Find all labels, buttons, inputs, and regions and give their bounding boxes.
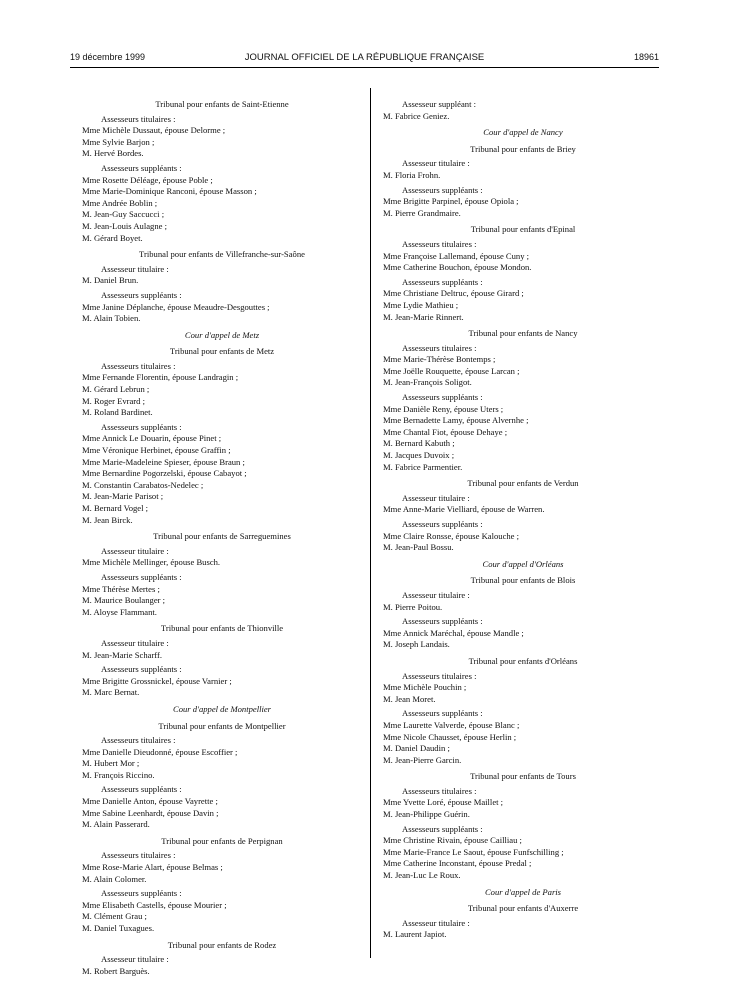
page-header bbox=[70, 52, 659, 66]
assessor-entry: M. Jean-Guy Saccucci ; bbox=[82, 209, 165, 220]
tribunal-heading: Tribunal pour enfants d'Epinal bbox=[470, 224, 576, 235]
assessor-entry: Mme Véronique Herbinet, épouse Graffin ; bbox=[82, 445, 231, 456]
assessor-entry: M. Jean-Paul Bossu. bbox=[383, 542, 454, 553]
assessor-entry: M. Alain Passerard. bbox=[82, 819, 150, 830]
cour-heading: Cour d'appel de Paris bbox=[484, 886, 562, 897]
assessor-entry: M. Fabrice Parmentier. bbox=[383, 461, 463, 472]
assessor-subheading: Assesseur titulaire : bbox=[101, 637, 169, 648]
assessor-entry: M. Aloyse Flammant. bbox=[82, 606, 157, 617]
tribunal-heading: Tribunal pour enfants de Montpellier bbox=[158, 720, 286, 731]
assessor-entry: M. Jean-Pierre Garcin. bbox=[383, 754, 462, 765]
assessor-entry: Mme Michèle Dussaut, épouse Delorme ; bbox=[82, 125, 226, 136]
assessor-entry: M. Fabrice Geniez. bbox=[383, 110, 450, 121]
assessor-entry: M. Robert Barguès. bbox=[82, 965, 150, 976]
left-column bbox=[82, 99, 362, 977]
column-separator bbox=[370, 88, 371, 958]
assessor-subheading: Assesseurs suppléants : bbox=[402, 276, 483, 287]
assessor-entry: M. Jean-François Soligot. bbox=[383, 377, 472, 388]
assessor-entry: M. Jean-Philippe Guérin. bbox=[383, 809, 470, 820]
tribunal-heading: Tribunal pour enfants de Rodez bbox=[167, 939, 277, 950]
assessor-entry: Mme Marie-Thérèse Bontemps ; bbox=[383, 354, 496, 365]
assessor-entry: Mme Anne-Marie Vielliard, épouse de Warren. bbox=[383, 504, 545, 515]
right-column bbox=[383, 99, 663, 941]
assessor-subheading: Assesseurs suppléants : bbox=[101, 784, 182, 795]
assessor-entry: Mme Sabine Leenhardt, épouse Davin ; bbox=[82, 807, 219, 818]
assessor-entry: Mme Rosette Déléage, épouse Poble ; bbox=[82, 174, 213, 185]
assessor-subheading: Assesseurs titulaires : bbox=[402, 238, 477, 249]
assessor-entry: Mme Yvette Loré, épouse Maillet ; bbox=[383, 797, 504, 808]
assessor-entry: M. Jean-Louis Aulagne ; bbox=[82, 220, 167, 231]
assessor-subheading: Assesseurs suppléants : bbox=[101, 664, 182, 675]
assessor-entry: Mme Laurette Valverde, épouse Blanc ; bbox=[383, 719, 520, 730]
assessor-entry: Mme Marie-France Le Saout, épouse Funfschilling ; bbox=[383, 846, 564, 857]
assessor-entry: M. Daniel Daudin ; bbox=[383, 743, 450, 754]
assessor-subheading: Assesseurs titulaires : bbox=[402, 670, 477, 681]
assessor-entry: M. Laurent Japiot. bbox=[383, 929, 447, 940]
tribunal-heading: Tribunal pour enfants de Verdun bbox=[467, 478, 579, 489]
assessor-entry: Mme Marie-Dominique Ranconi, épouse Masson ; bbox=[82, 186, 257, 197]
assessor-subheading: Assesseurs suppléants : bbox=[402, 392, 483, 403]
journal-title: JOURNAL OFFICIEL DE LA RÉPUBLIQUE FRANÇAISE bbox=[244, 52, 485, 63]
assessor-entry: Mme Lydie Mathieu ; bbox=[383, 299, 459, 310]
assessor-entry: M. Alain Tobien. bbox=[82, 313, 141, 324]
assessor-entry: M. Maurice Boulanger ; bbox=[82, 595, 166, 606]
assessor-entry: Mme Danièle Reny, épouse Uters ; bbox=[383, 403, 504, 414]
assessor-entry: Mme Michèle Mellinger, épouse Busch. bbox=[82, 557, 221, 568]
assessor-subheading: Assesseurs suppléants : bbox=[402, 519, 483, 529]
cour-heading: Cour d'appel de Nancy bbox=[483, 127, 563, 138]
assessor-entry: M. Daniel Tuxagues. bbox=[82, 923, 155, 933]
assessor-subheading: Assesseur titulaire : bbox=[402, 492, 470, 503]
assessor-entry: M. François Riccino. bbox=[82, 769, 155, 780]
assessor-subheading: Assesseurs suppléants : bbox=[101, 888, 182, 899]
assessor-entry: Mme Annick Maréchal, épouse Mandle ; bbox=[383, 627, 524, 638]
assessor-entry: M. Pierre Poitou. bbox=[383, 601, 443, 612]
assessor-entry: Mme Thérèse Mertes ; bbox=[82, 583, 160, 594]
assessor-subheading: Assesseurs titulaires : bbox=[402, 342, 477, 353]
assessor-subheading: Assesseurs suppléants : bbox=[402, 708, 483, 719]
header-date: 19 décembre 1999 bbox=[70, 52, 146, 62]
assessor-entry: Mme Claire Ronsse, épouse Kalouche ; bbox=[383, 530, 520, 541]
tribunal-heading: Tribunal pour enfants de Tours bbox=[470, 771, 576, 782]
header-rule bbox=[70, 67, 659, 68]
assessor-entry: M. Clément Grau ; bbox=[82, 911, 147, 922]
tribunal-heading: Tribunal pour enfants de Nancy bbox=[468, 328, 578, 339]
assessor-entry: Mme Bernadette Lamy, épouse Alvernhe ; bbox=[383, 415, 529, 426]
assessor-entry: Mme Michèle Pouchin ; bbox=[383, 682, 467, 693]
assessor-entry: Mme Elisabeth Castells, épouse Mourier ; bbox=[82, 899, 227, 910]
assessor-subheading: Assesseurs suppléants : bbox=[402, 184, 483, 195]
assessor-entry: Mme Fernande Florentin, épouse Landragin ; bbox=[82, 372, 239, 383]
assessor-subheading: Assesseurs suppléants : bbox=[101, 162, 182, 173]
assessor-subheading: Assesseur titulaire : bbox=[101, 954, 169, 965]
assessor-entry: Mme Rose-Marie Alart, épouse Belmas ; bbox=[82, 862, 223, 873]
assessor-entry: Mme Janine Déplanche, épouse Meaudre-Desgouttes ; bbox=[82, 301, 270, 312]
cour-heading: Cour d'appel d'Orléans bbox=[482, 558, 564, 569]
assessor-entry: Mme Nicole Chausset, épouse Herlin ; bbox=[383, 731, 517, 742]
assessor-entry: M. Constantin Carabatos-Nedelec ; bbox=[82, 479, 204, 490]
assessor-subheading: Assesseurs titulaires : bbox=[101, 850, 176, 861]
assessor-entry: Mme Annick Le Douarin, épouse Pinet ; bbox=[82, 433, 222, 444]
assessor-entry: Mme Joëlle Rouquette, épouse Larcan ; bbox=[383, 365, 520, 376]
assessor-entry: Mme Christiane Deltruc, épouse Girard ; bbox=[383, 288, 524, 299]
assessor-entry: M. Bernard Kabuth ; bbox=[383, 438, 455, 449]
page-number: 18961 bbox=[633, 52, 659, 62]
assessor-entry: Mme Marie-Madeleine Spieser, épouse Braun ; bbox=[82, 456, 245, 467]
tribunal-heading: Tribunal pour enfants de Sarreguemines bbox=[153, 531, 291, 542]
assessor-entry: M. Jean Moret. bbox=[383, 693, 436, 704]
assessor-entry: M. Daniel Brun. bbox=[82, 275, 139, 286]
assessor-entry: Mme Catherine Bouchon, épouse Mondon. bbox=[383, 262, 532, 273]
tribunal-heading: Tribunal pour enfants de Briey bbox=[470, 143, 576, 154]
assessor-entry: M. Joseph Landais. bbox=[383, 639, 450, 650]
assessor-subheading: Assesseurs suppléants : bbox=[101, 571, 182, 582]
assessor-entry: Mme Danielle Anton, épouse Vayrette ; bbox=[82, 796, 218, 807]
assessor-entry: M. Hervé Bordes. bbox=[82, 148, 144, 159]
tribunal-heading: Tribunal pour enfants d'Auxerre bbox=[467, 903, 579, 914]
tribunal-heading: Tribunal pour enfants de Blois bbox=[470, 575, 576, 586]
cour-heading: Cour d'appel de Metz bbox=[184, 329, 260, 340]
assessor-entry: M. Roland Bardinet. bbox=[82, 407, 153, 418]
assessor-entry: Mme Bernardine Pogorzelski, épouse Cabayot ; bbox=[82, 468, 247, 479]
assessor-entry: M. Marc Bernat. bbox=[82, 687, 140, 698]
assessor-subheading: Assesseur suppléant : bbox=[402, 99, 476, 109]
assessor-subheading: Assesseur titulaire : bbox=[402, 158, 470, 169]
assessor-subheading: Assesseurs titulaires : bbox=[101, 735, 176, 746]
assessor-entry: Mme Brigitte Parpinel, épouse Opiola ; bbox=[383, 196, 519, 207]
tribunal-heading: Tribunal pour enfants de Villefranche-sur-Saône bbox=[139, 249, 305, 260]
cour-heading: Cour d'appel de Montpellier bbox=[172, 703, 272, 714]
assessor-entry: M. Jean-Luc Le Roux. bbox=[383, 870, 461, 881]
assessor-subheading: Assesseurs suppléants : bbox=[402, 616, 483, 627]
assessor-entry: M. Jean-Marie Rinnert. bbox=[383, 311, 464, 322]
assessor-subheading: Assesseur titulaire : bbox=[101, 545, 169, 556]
tribunal-heading: Tribunal pour enfants de Thionville bbox=[160, 623, 284, 634]
assessor-entry: M. Floria Frohn. bbox=[383, 169, 441, 180]
assessor-entry: M. Gérard Lebrun ; bbox=[82, 384, 150, 395]
assessor-entry: M. Roger Evrard ; bbox=[82, 395, 146, 406]
assessor-entry: Mme Sylvie Barjon ; bbox=[82, 136, 155, 147]
assessor-entry: Mme Andrée Boblin ; bbox=[82, 197, 158, 208]
assessor-entry: Mme Chantal Fiot, épouse Dehaye ; bbox=[383, 426, 508, 437]
assessor-entry: Mme Françoise Lallemand, épouse Cuny ; bbox=[383, 250, 530, 261]
assessor-entry: Mme Catherine Inconstant, épouse Predal ; bbox=[383, 858, 532, 869]
assessor-subheading: Assesseur titulaire : bbox=[402, 917, 470, 928]
assessor-subheading: Assesseur titulaire : bbox=[402, 589, 470, 600]
tribunal-heading: Tribunal pour enfants de Metz bbox=[169, 346, 275, 357]
assessor-entry: Mme Christine Rivain, épouse Cailliau ; bbox=[383, 835, 522, 846]
tribunal-heading: Tribunal pour enfants de Perpignan bbox=[161, 835, 283, 846]
assessor-entry: M. Hubert Mor ; bbox=[82, 758, 140, 769]
assessor-subheading: Assesseurs suppléants : bbox=[101, 421, 182, 432]
assessor-entry: M. Jean-Marie Parisot ; bbox=[82, 491, 164, 502]
assessor-entry: M. Jean-Marie Scharff. bbox=[82, 649, 163, 660]
assessor-entry: M. Pierre Grandmaire. bbox=[383, 207, 461, 218]
assessor-entry: M. Gérard Boyet. bbox=[82, 232, 143, 243]
assessor-entry: Mme Brigitte Grossnickel, épouse Varnier ; bbox=[82, 675, 232, 686]
assessor-entry: M. Jean Birck. bbox=[82, 514, 133, 525]
assessor-entry: M. Alain Colomer. bbox=[82, 873, 147, 884]
assessor-subheading: Assesseurs suppléants : bbox=[101, 289, 182, 300]
assessor-entry: Mme Danielle Dieudonné, épouse Escoffier ; bbox=[82, 746, 238, 757]
tribunal-heading: Tribunal pour enfants de Saint-Etienne bbox=[155, 99, 289, 109]
assessor-subheading: Assesseurs suppléants : bbox=[402, 823, 483, 834]
assessor-subheading: Assesseur titulaire : bbox=[101, 263, 169, 274]
assessor-subheading: Assesseurs titulaires : bbox=[101, 360, 176, 371]
assessor-subheading: Assesseurs titulaires : bbox=[402, 785, 477, 796]
tribunal-heading: Tribunal pour enfants d'Orléans bbox=[468, 655, 578, 666]
assessor-entry: M. Bernard Vogel ; bbox=[82, 503, 149, 513]
assessor-subheading: Assesseurs titulaires : bbox=[101, 113, 176, 124]
assessor-entry: M. Jacques Duvoix ; bbox=[383, 450, 455, 461]
